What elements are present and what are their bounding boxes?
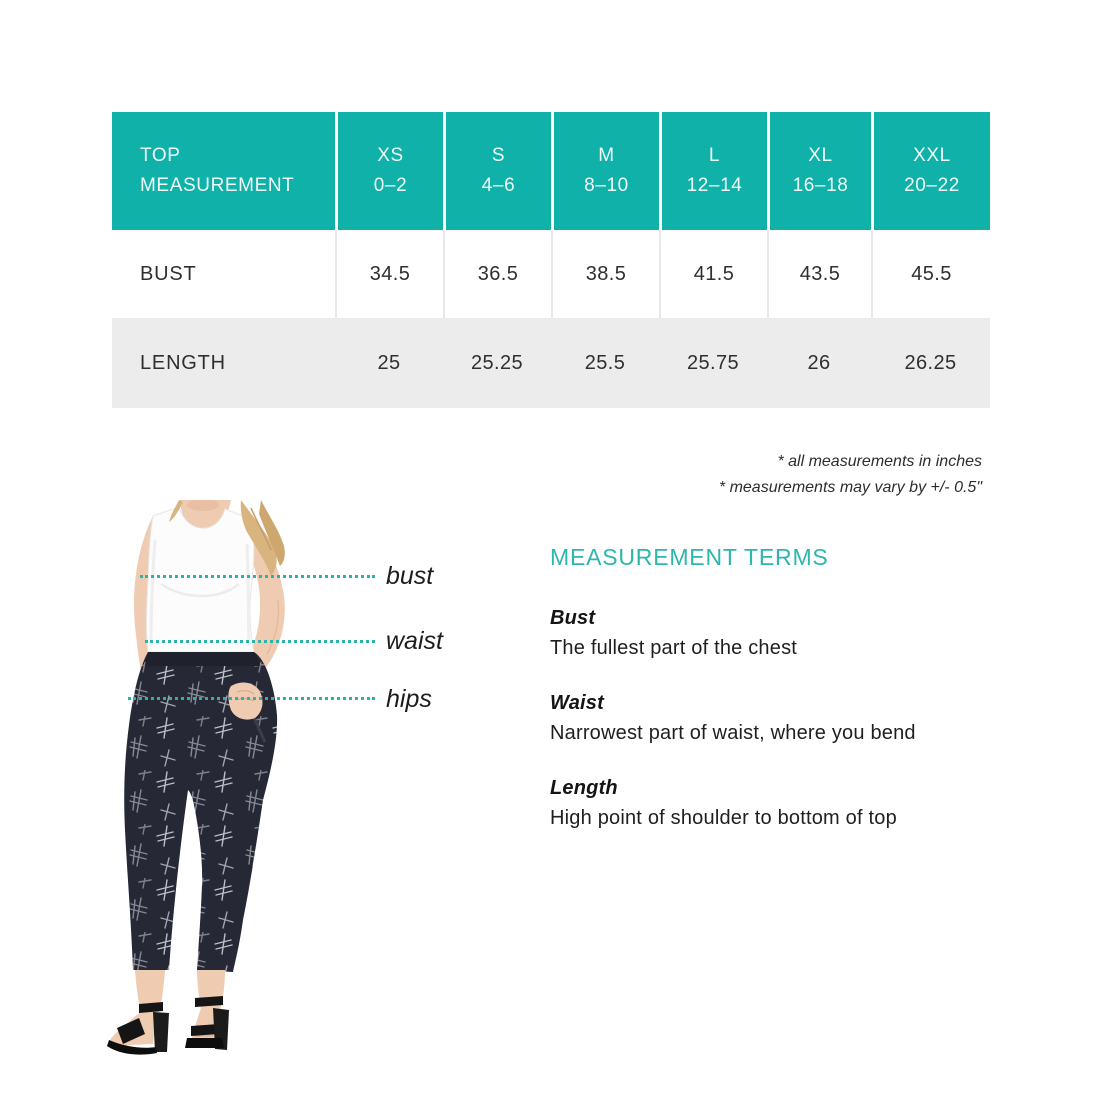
model-photo <box>95 500 345 1060</box>
bust-measure-line <box>140 575 375 578</box>
term-bust <box>550 607 1020 660</box>
note-line: * measurements may vary by +/- 0.5" <box>718 479 982 496</box>
size-label: XL <box>808 145 833 166</box>
size-chart-header-row <box>112 112 990 230</box>
table-cell: 45.5 <box>871 230 990 318</box>
corner-header-cell <box>112 112 335 230</box>
term-name: Waist <box>550 692 604 714</box>
size-range: 4–6 <box>481 175 516 196</box>
term-name: Length <box>550 777 618 799</box>
col-header-l <box>659 112 767 230</box>
table-cell: 41.5 <box>659 230 767 318</box>
waist-label: waist <box>386 627 443 655</box>
table-cell: 25.25 <box>443 318 551 408</box>
hips-measure-line <box>128 697 375 700</box>
row-label: LENGTH <box>112 318 335 408</box>
size-range: 8–10 <box>584 175 629 196</box>
col-header-m <box>551 112 659 230</box>
table-cell: 25.5 <box>551 318 659 408</box>
waist-measure-line <box>145 640 375 643</box>
size-label: S <box>491 145 506 166</box>
term-name: Bust <box>550 607 596 629</box>
col-header-xl <box>767 112 871 230</box>
table-cell: 26 <box>767 318 871 408</box>
terms-title: MEASUREMENT TERMS <box>550 544 829 570</box>
size-range: 0–2 <box>373 175 408 196</box>
size-label: M <box>598 145 615 166</box>
measurement-terms-section <box>550 544 1020 862</box>
col-header-s <box>443 112 551 230</box>
row-label: BUST <box>112 230 335 318</box>
size-label: XS <box>377 145 404 166</box>
term-length <box>550 777 1020 830</box>
model-illustration <box>95 500 345 1060</box>
size-range: 20–22 <box>904 175 960 196</box>
table-row-bust <box>112 230 990 318</box>
table-cell: 36.5 <box>443 230 551 318</box>
measurement-notes <box>719 449 982 501</box>
term-definition: Narrowest part of waist, where you bend <box>550 722 916 744</box>
corner-header-label: TOP MEASUREMENT <box>140 145 295 196</box>
col-header-xxl <box>871 112 990 230</box>
size-label: XXL <box>913 145 951 166</box>
term-definition: The fullest part of the chest <box>550 637 798 659</box>
table-cell: 43.5 <box>767 230 871 318</box>
table-cell: 26.25 <box>871 318 990 408</box>
size-label: L <box>708 145 721 166</box>
note-line: * all measurements in inches <box>777 453 982 470</box>
hips-label: hips <box>386 685 432 713</box>
table-cell: 25.75 <box>659 318 767 408</box>
term-waist <box>550 692 1020 745</box>
bust-label: bust <box>386 562 434 590</box>
size-range: 16–18 <box>792 175 849 196</box>
size-chart-table <box>112 112 990 408</box>
table-cell: 38.5 <box>551 230 659 318</box>
table-cell: 25 <box>335 318 443 408</box>
term-definition: High point of shoulder to bottom of top <box>550 807 897 829</box>
size-range: 12–14 <box>686 175 743 196</box>
table-cell: 34.5 <box>335 230 443 318</box>
table-row-length <box>112 318 990 408</box>
col-header-xs <box>335 112 443 230</box>
